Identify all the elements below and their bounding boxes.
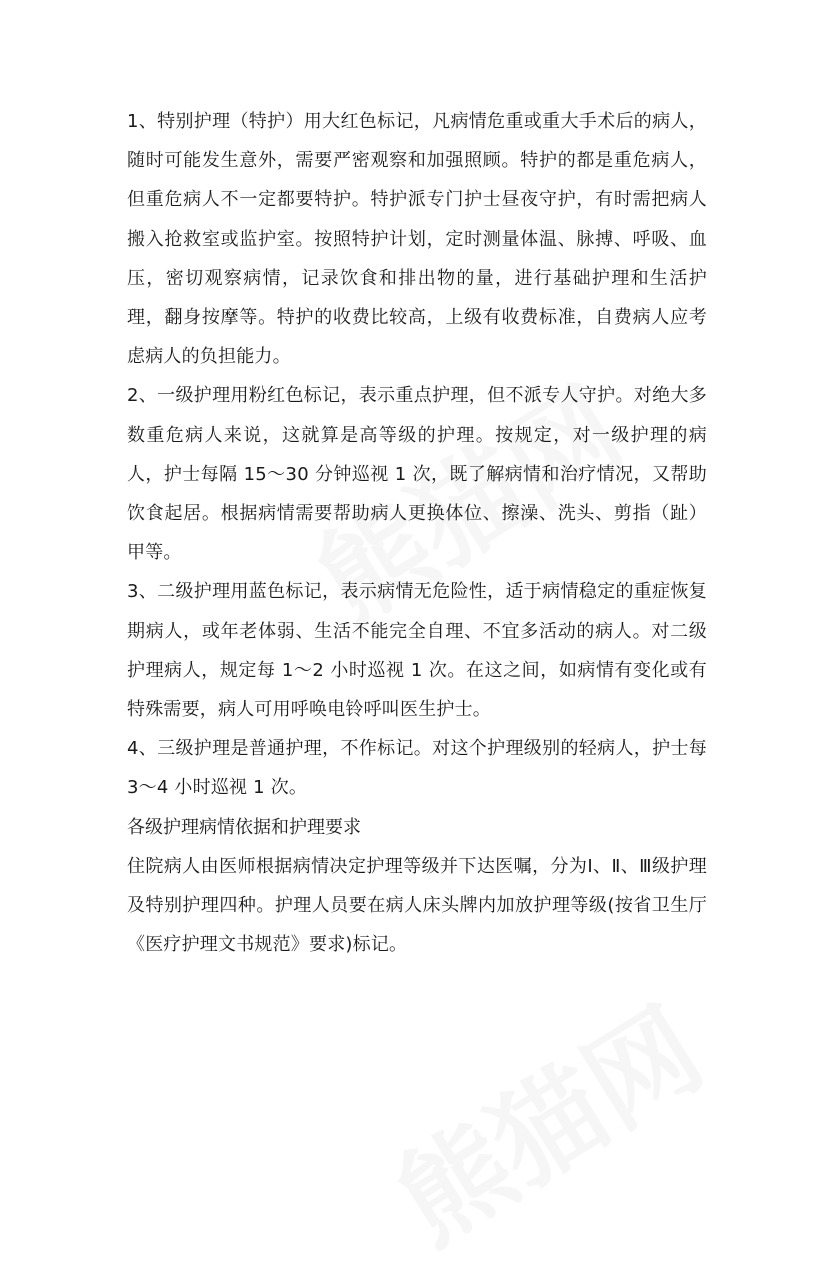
paragraph-closing: 住院病人由医师根据病情决定护理等级并下达医嘱，分为Ⅰ、Ⅱ、Ⅲ级护理及特别护理四种。护理人员要在病人床头牌内加放护理等级(按省卫生厅《医疗护理文书规范》要求)标记。 (127, 855, 707, 956)
watermark (363, 965, 727, 1273)
document-body (127, 102, 707, 964)
section-heading: 各级护理病情依据和护理要求 (127, 816, 361, 838)
paragraph-special-care: 1、特别护理（特护）用大红色标记，凡病情危重或重大手术后的病人，随时可能发生意外，需要严密观察和加强照顾。特护的都是重危病人，但重危病人不一定都要特护。特护派专门护士昼夜守护，有时需把病人搬入抢救室或监护室。按照特护计划，定时测量体温、脉搏、呼吸、血压，密切观察病情，记录饮食和排出物的量，进行基础护理和生活护理，翻身按摩等。特护的收费比较高，上级有收费标准，自费病人应考虑病人的负担能力。 (127, 111, 707, 368)
paragraph-level-two-care: 3、二级护理用蓝色标记，表示病情无危险性，适于病情稳定的重症恢复期病人，或年老体弱、生活不能完全自理、不宜多活动的病人。对二级护理病人，规定每 1～2 小时巡视 1 次。在这之间，如病情有变化或有特殊需要，病人可用呼唤电铃呼叫医生护士。 (127, 581, 707, 721)
paragraph-level-three-care: 4、三级护理是普通护理，不作标记。对这个护理级别的轻病人，护士每 3～4 小时巡视 1 次。 (127, 738, 707, 799)
paragraph-level-one-care: 2、一级护理用粉红色标记，表示重点护理，但不派专人守护。对绝大多数重危病人来说，这就算是高等级的护理。按规定，对一级护理的病人，护士每隔 15～30 分钟巡视 1 次，既了解病情和治疗情况，又帮助饮食起居。根据病情需要帮助病人更换体位、擦澡、洗头、剪指（趾）甲等。 (127, 385, 707, 564)
